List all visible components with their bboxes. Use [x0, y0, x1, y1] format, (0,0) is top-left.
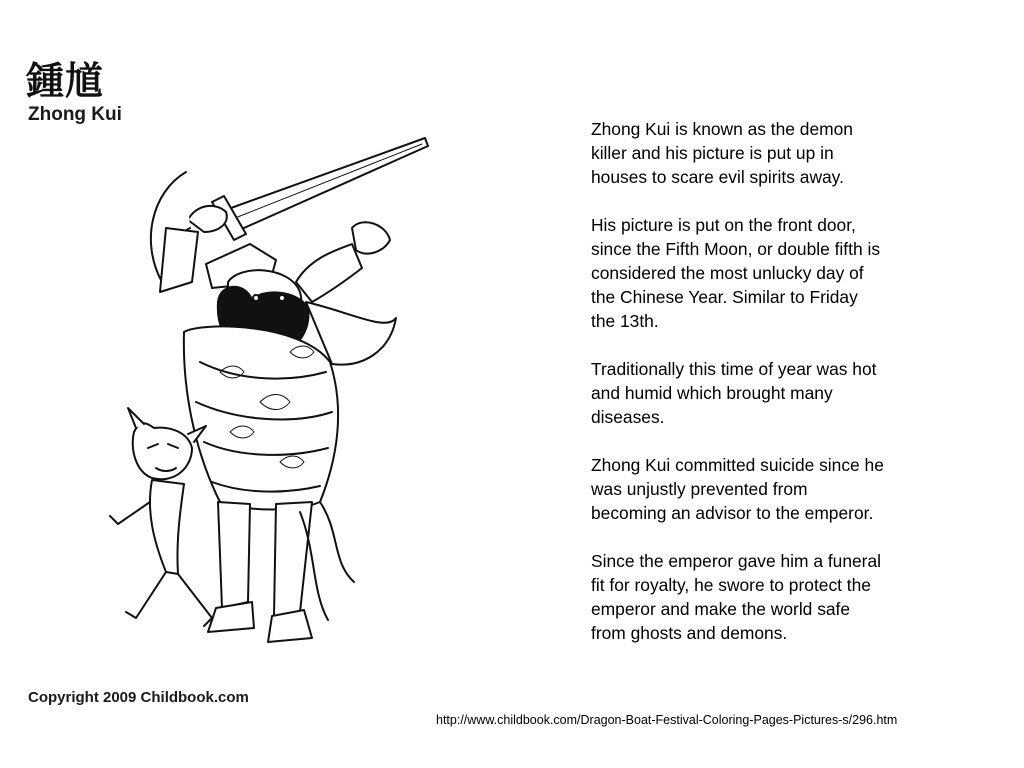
description-text [591, 117, 936, 669]
english-title: Zhong Kui [28, 104, 122, 125]
chinese-title: 鍾馗 [26, 59, 105, 103]
paragraph-2: His picture is put on the front door, since the Fifth Moon, or double fifth is considered the most unlucky day of the Chinese Year. Similar to Friday the 13th. [591, 215, 881, 331]
paragraph-1: Zhong Kui is known as the demon killer and his picture is put up in houses to scare evil spirits away. [591, 119, 853, 187]
source-url-link[interactable]: http://www.childbook.com/Dragon-Boat-Festival-Coloring-Pages-Pictures-s/296.htm [436, 713, 898, 727]
paragraph-3: Traditionally this time of year was hot and humid which brought many diseases. [591, 359, 877, 427]
paragraph-4: Zhong Kui committed suicide since he was unjustly prevented from becoming an advisor to the emperor. [591, 455, 884, 523]
paragraph-5: Since the emperor gave him a funeral fit for royalty, he swore to protect the emperor and make the world safe from ghosts and demons. [591, 551, 882, 643]
zhong-kui-illustration [100, 132, 440, 672]
sword-icon [212, 138, 428, 240]
copyright-notice: Copyright 2009 Childbook.com [28, 689, 249, 706]
